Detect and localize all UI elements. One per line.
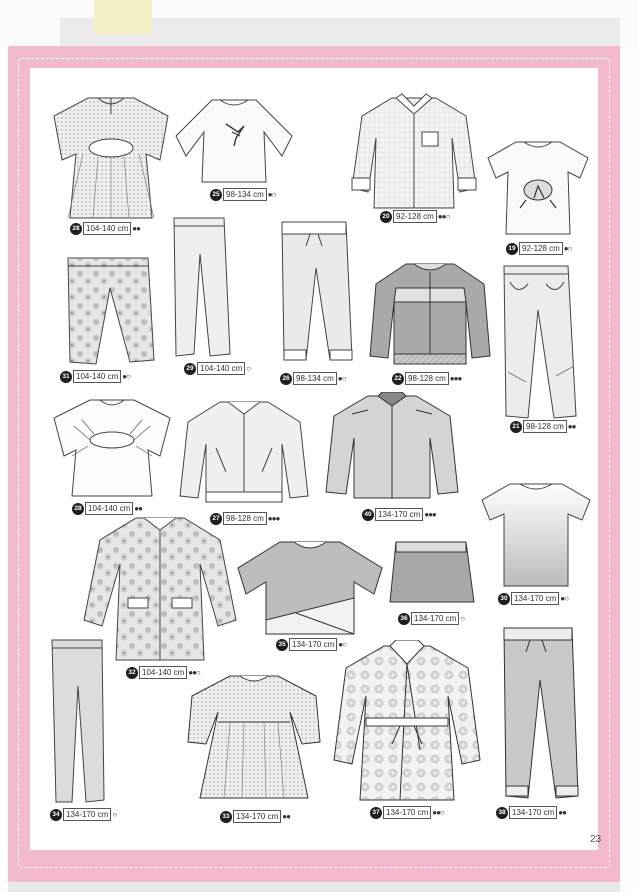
item-label: 30 134-170 cm ●○ [498, 592, 568, 605]
garment-19-tshirt[interactable] [486, 138, 590, 256]
item-label: 26 98-134 cm ●○ [280, 372, 345, 385]
item-label: 34 134-170 cm ○ [50, 808, 116, 821]
item-label: 19 92-128 cm ●○ [506, 242, 571, 255]
garment-20-shirt[interactable] [344, 92, 484, 226]
garment-29-leggings[interactable] [166, 214, 266, 374]
garment-26-joggers[interactable] [276, 218, 366, 384]
garment-25-longsleeve-tee[interactable] [174, 96, 294, 199]
garment-21-jeans[interactable] [496, 262, 588, 434]
page-bottom-edge [8, 882, 620, 892]
garment-40-jacket[interactable] [322, 392, 462, 524]
item-label: 40 134-170 cm ●●● [362, 508, 436, 521]
item-label: 33 134-170 cm ●● [220, 810, 290, 823]
garment-30-tshirt[interactable] [480, 480, 592, 606]
item-label: 37 134-170 cm ●●○ [370, 806, 444, 819]
garment-27-zip-jacket[interactable] [176, 398, 312, 528]
sticky-note [94, 0, 152, 34]
garment-22-bomber-jacket[interactable] [366, 258, 494, 386]
item-label: 35 134-170 cm ●○ [276, 638, 346, 651]
item-label: 36 134-170 cm ○ [398, 612, 464, 625]
item-label: 25 98-134 cm ●○ [210, 188, 275, 201]
item-label: 21 98-128 cm ●● [510, 420, 575, 433]
item-label: 38 134-170 cm ●● [496, 806, 566, 819]
item-label: 29 104-140 cm ○ [184, 362, 250, 375]
garment-37-trench-coat[interactable] [330, 640, 484, 824]
garment-33-dress[interactable] [184, 672, 324, 824]
garment-31-floral-pants[interactable] [60, 254, 170, 384]
item-label: 32 104-140 cm ●●○ [126, 666, 200, 679]
page-number: 23 [590, 834, 602, 845]
item-label: 31 104-140 cm ●○ [60, 370, 130, 383]
garment-35-sweatshirt[interactable] [236, 538, 384, 652]
item-label: 27 98-128 cm ●●● [210, 512, 279, 525]
item-label: 22 98-128 cm ●●● [392, 372, 461, 385]
garment-36-skirt[interactable] [388, 538, 480, 626]
item-label: 20 92-128 cm ●●○ [380, 210, 449, 223]
item-label: 28 104-140 cm ●● [70, 222, 140, 235]
garment-34-leggings[interactable] [44, 636, 134, 822]
item-label: 28 104-140 cm ●● [72, 502, 142, 515]
garment-28-tunic-white[interactable] [48, 396, 176, 518]
garment-38-joggers[interactable] [494, 624, 590, 822]
garment-28-tunic[interactable] [48, 92, 174, 233]
